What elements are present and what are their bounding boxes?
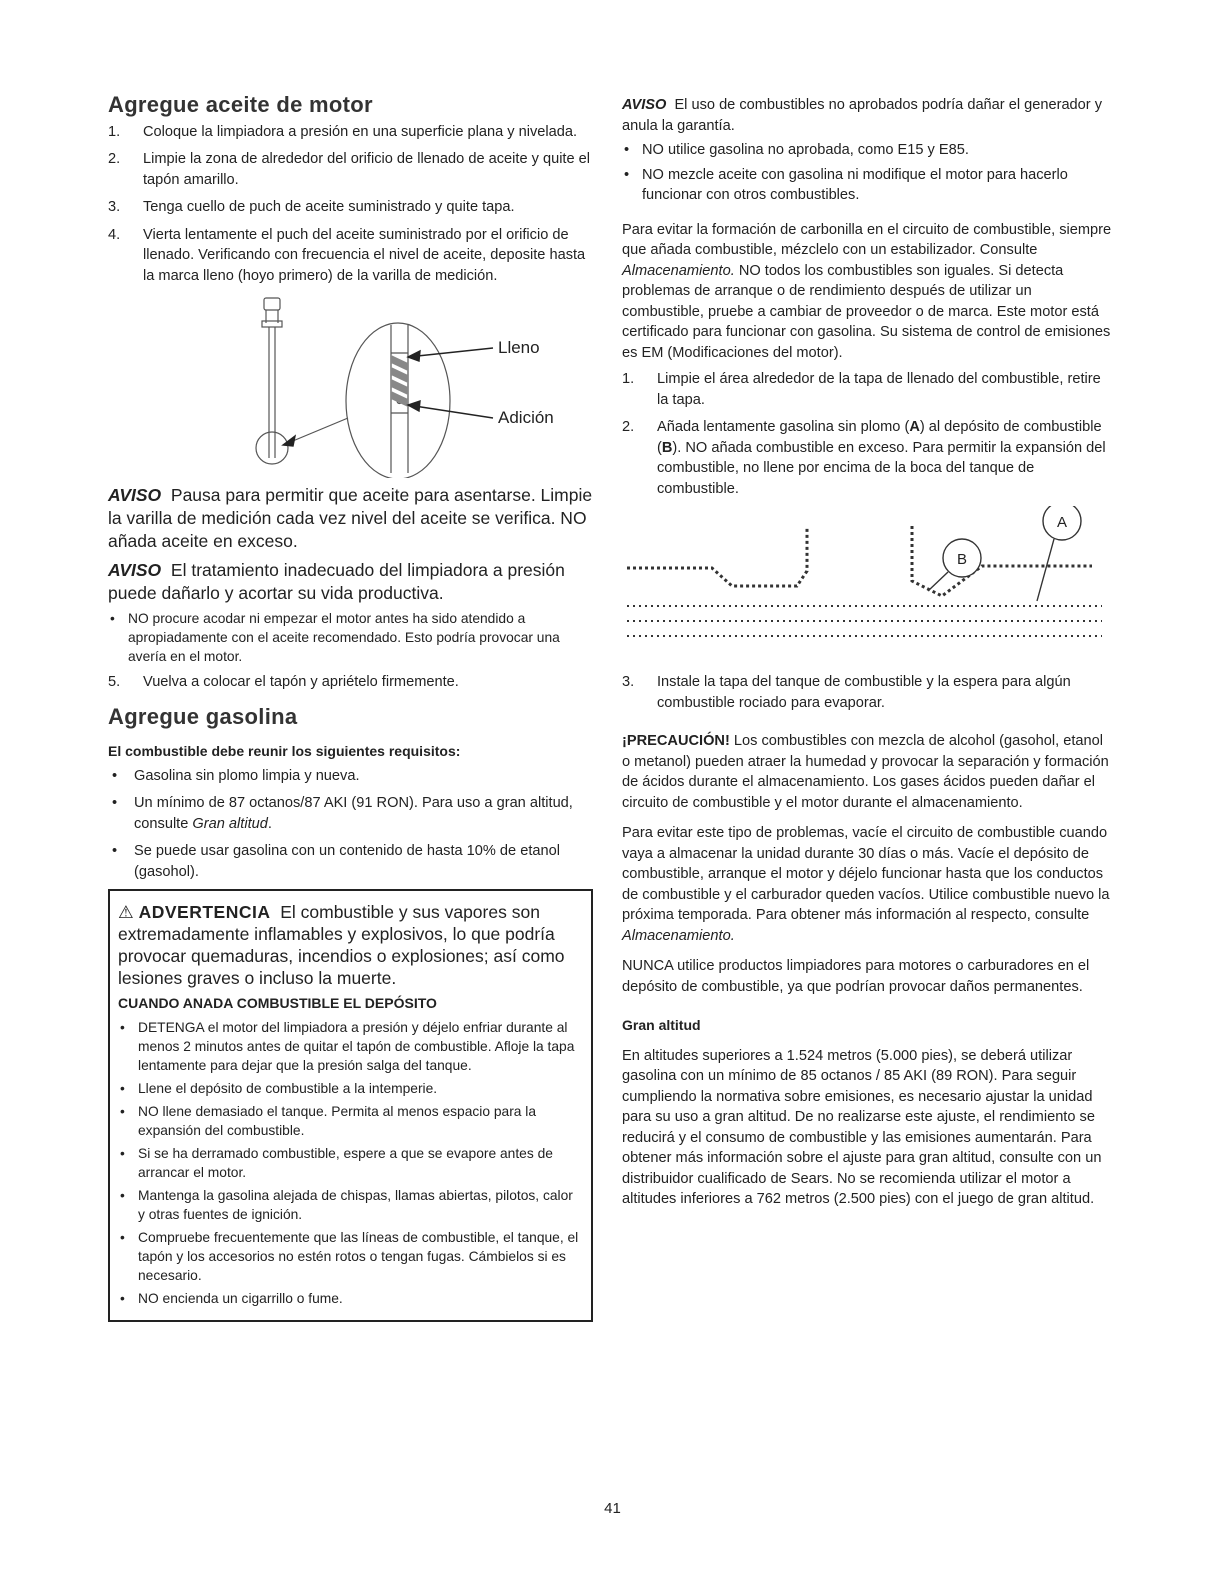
heading-add-gasoline: Agregue gasolina — [108, 703, 298, 729]
altitude-paragraph: En altitudes superiores a 1.524 metros (5.000 pies), se deberá utilizar gasolina con un mínimo de 85 octanos / 85 AKI (89 RON). Para seguir cumpliendo la normativa sobre emisiones, es necesario ajustar la unidad para su uso a gran altitud. De no realizarse este ajuste, el rendimiento se reducirá y el consumo de combustible y las emisiones aumentarán. Para obtener más información sobre el ajuste para gran altitud, consulte con un distribuidor cualificado de Sears. No se recomienda utilizar el motor a altitudes inferiores a 762 metros (2.500 pies) con el juego de gran altitud. — [622, 1047, 1102, 1207]
left-column — [108, 92, 593, 1322]
list-item: • NO procure acodar ni empezar el motor antes ha sido atendido a apropiadamente con el aceite recomendado. Esto podría provocar una avería en el motor. — [108, 609, 593, 666]
list-item: 2. Limpie la zona de alrededor del orificio de llenado de aceite y quite el tapón amarillo. — [108, 151, 591, 188]
list-item: • NO utilice gasolina no aprobada, como E15 y E85. — [622, 140, 1112, 161]
heading-high-altitude: Gran altitud — [622, 1017, 701, 1033]
aviso-improper-care: AVISO El tratamiento inadecuado del limpiadora a presión puede dañarlo y acortar su vida productiva. — [108, 560, 565, 603]
label-add: Adición — [498, 408, 554, 427]
list-item: • Si se ha derramado combustible, espere a que se evapore antes de arrancar el motor. — [118, 1144, 583, 1182]
list-item: • Un mínimo de 87 octanos/87 AKI (91 RON). Para uso a gran altitud, consulte Gran altitud. — [108, 793, 593, 834]
oil-step-5 — [108, 672, 593, 693]
list-item: 5. Vuelva a colocar el tapón y apriételo firmemente. — [108, 674, 459, 690]
list-item: • Mantenga la gasolina alejada de chispas, llamas abiertas, pilotos, calor y otras fuentes de ignición. — [118, 1186, 583, 1224]
right-column — [622, 95, 1112, 1210]
cleaners-paragraph: NUNCA utilice productos limpiadores para motores o carburadores en el depósito de combustible, ya que podrían provocar daños permanentes. — [622, 958, 1090, 995]
fuel-requirements-heading: El combustible debe reunir los siguientes requisitos: — [108, 743, 461, 759]
list-item: 1. Coloque la limpiadora a presión en una superficie plana y nivelada. — [108, 123, 578, 140]
list-item: • Llene el depósito de combustible a la intemperie. — [118, 1079, 583, 1098]
list-item: 2. Añada lentamente gasolina sin plomo (A) al depósito de combustible (B). NO añada combustible en exceso. Para permitir la expansión del combustible, no llene por encima de la boca del tanque de combustible. — [622, 419, 1106, 497]
callout-a: A — [1056, 514, 1068, 531]
warning-triangle-icon: ⚠ — [118, 902, 134, 922]
oil-steps-list — [108, 122, 593, 287]
list-item: • Compruebe frecuentemente que las líneas de combustible, el tanque, el tapón y los accesorios no estén rotos o tengan fugas. Cámbielos si es necesario. — [118, 1228, 583, 1285]
page-number: 41 — [604, 1500, 621, 1517]
list-item: • NO mezcle aceite con gasolina ni modifique el motor para hacerlo funcionar con otros combustibles. — [622, 165, 1112, 206]
callout-b: B — [956, 551, 968, 568]
aviso-fuel: AVISO El uso de combustibles no aprobados podría dañar el generador y anula la garantía. — [622, 97, 1103, 134]
list-item: • NO llene demasiado el tanque. Permita al menos espacio para la expansión del combustible. — [118, 1102, 583, 1140]
fuel-requirements-list — [108, 766, 593, 883]
warning-box — [108, 889, 593, 1322]
warning-header: ⚠ ADVERTENCIA El combustible y sus vapores son extremadamente inflamables y explosivos, lo que podría provocar quemaduras, incendios o explosiones; así como lesiones graves o incluso la muerte. — [118, 902, 565, 988]
list-item: • DETENGA el motor del limpiadora a presión y déjelo enfriar durante al menos 2 minutos antes de quitar el tapón de combustible. Afloje la tapa lentamente para dejar que la presión salga del tanque. — [118, 1018, 583, 1075]
warning-subheading: CUANDO ANADA COMBUSTIBLE EL DEPÓSITO — [118, 995, 437, 1011]
list-item: 4. Vierta lentamente el puch del aceite suministrado por el orificio de llenado. Verificando con frecuencia el nivel de aceite, deposite hasta la marca lleno (hoyo primero) de la varilla de medición. — [108, 226, 586, 284]
fuel-step-3 — [622, 672, 1112, 713]
list-item: • NO encienda un cigarrillo o fume. — [118, 1289, 583, 1308]
aviso-fuel-bullets — [622, 140, 1112, 206]
list-item: 3. Tenga cuello de puch de aceite suministrado y quite tapa. — [108, 199, 515, 215]
dipstick-figure — [108, 293, 593, 478]
warning-list — [118, 1018, 583, 1308]
fuel-steps-list — [622, 369, 1112, 499]
stabilizer-paragraph: Para evitar la formación de carbonilla en el circuito de combustible, siempre que añada combustible, mézclelo con un estabilizador. Consulte Almacenamiento. NO todos los combustibles son iguales. Si detecta problemas de arranque o de rendimiento después de utilizar un combustible, pruebe a cambiar de proveedor o de marca. Este motor está certificado para funcionar con gasolina. Su sistema de control de emisiones es EM (Modificaciones del motor). — [622, 221, 1112, 361]
aviso-oil-settle: AVISO Pausa para permitir que aceite para asentarse. Limpie la varilla de medición cada vez nivel del aceite se verifica. NO añada aceite en exceso. — [108, 485, 593, 551]
list-item: • Se puede usar gasolina con un contenido de hasta 10% de etanol (gasohol). — [108, 841, 593, 882]
fuel-tank-figure — [622, 506, 1112, 666]
aviso-bullets — [108, 609, 593, 666]
list-item: 3. Instale la tapa del tanque de combustible y la espera para algún combustible rociado para evaporar. — [622, 674, 1071, 711]
label-full: Lleno — [498, 338, 540, 357]
drain-paragraph: Para evitar este tipo de problemas, vacíe el circuito de combustible cuando vaya a almacenar la unidad durante 30 días o más. Vacíe el depósito de combustible, arranque el motor y déjelo funcionar hasta que los conductos de combustible y el carburador queden vacíos. Utilice combustible nuevo la próxima temporada. Para obtener más información al respecto, consulte Almacenamiento. — [622, 825, 1110, 944]
list-item: • Gasolina sin plomo limpia y nueva. — [108, 766, 593, 787]
list-item: 1. Limpie el área alrededor de la tapa de llenado del combustible, retire la tapa. — [622, 371, 1101, 408]
caution-paragraph: ¡PRECAUCIÓN! Los combustibles con mezcla de alcohol (gasohol, etanol o metanol) pueden atraer la humedad y provocar la separación y formación de ácidos durante el almacenamiento. Los gases ácidos pueden dañar el circuito de combustible y el motor durante el almacenamiento. — [622, 733, 1109, 811]
heading-add-oil: Agregue aceite de motor — [108, 92, 373, 117]
